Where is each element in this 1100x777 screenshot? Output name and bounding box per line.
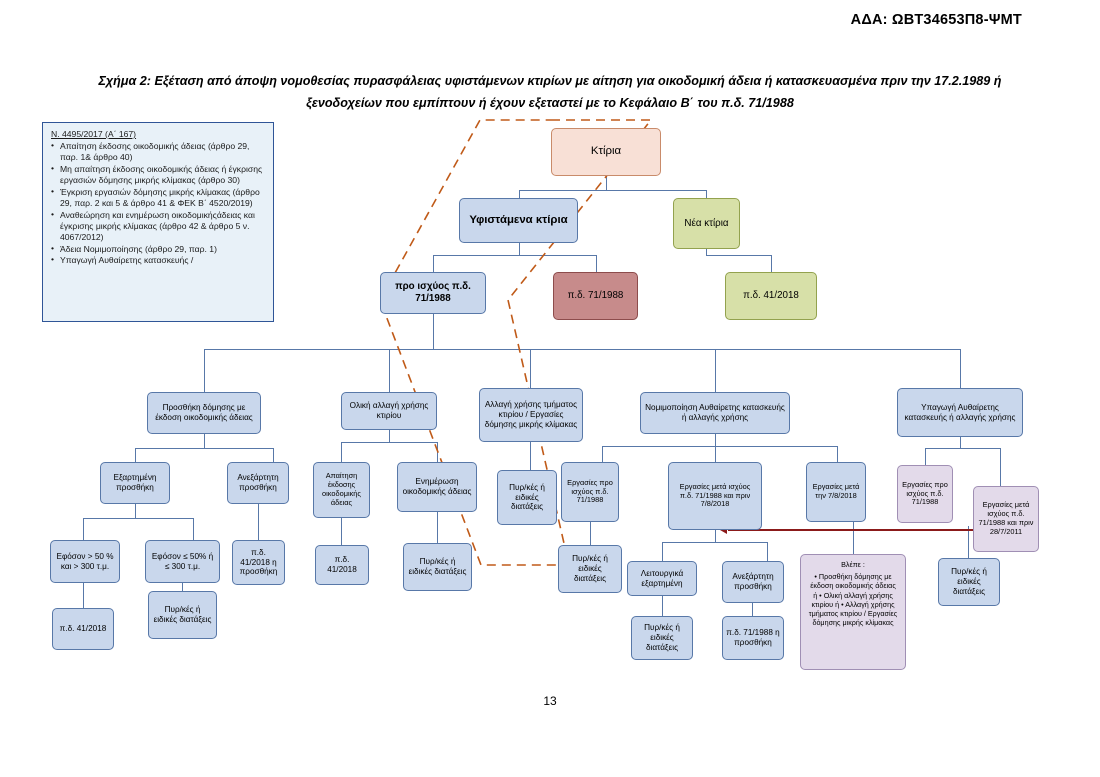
- node-prosthiki-domisis-me-adeia[interactable]: [147, 392, 261, 434]
- node-pd41-2018-oliki[interactable]: [315, 545, 369, 585]
- connector: [715, 530, 716, 542]
- node-label: Πυρ/κές ή ειδικές διατάξεις: [572, 554, 608, 583]
- connector: [706, 190, 707, 198]
- connector: [602, 446, 837, 447]
- connector: [135, 504, 136, 518]
- connector: [437, 442, 438, 462]
- page-number: 13: [543, 694, 557, 708]
- node-oliki-allagi-xrisis[interactable]: [341, 392, 437, 430]
- legend-item: • Υπαγωγή Αυθαίρετης κατασκευής /: [51, 255, 266, 266]
- node-ergasies-meta-7-8-2018[interactable]: [806, 462, 866, 522]
- node-label: π.δ. 41/2018 η προσθήκη: [239, 547, 278, 577]
- node-ergasies-pro-isxyos[interactable]: [561, 462, 619, 522]
- connector: [925, 448, 926, 465]
- node-pyr-eid-3[interactable]: [558, 545, 622, 593]
- connector: [83, 518, 193, 519]
- connector: [389, 349, 390, 392]
- node-label: Υπαγωγή Αυθαίρετης κατασκευής ή αλλαγής χρήσης: [904, 402, 1016, 422]
- node-eksartimeni-prosthiki[interactable]: [100, 462, 170, 504]
- node-ypagogi-authaireths[interactable]: [897, 388, 1023, 437]
- legend-item: • Μη απαίτηση έκδοσης οικοδομικής άδειας ή έγκρισης εργασιών δόμησης μικρής κλίμακας (άρθρο 30): [51, 164, 266, 187]
- node-label: π.δ. 41/2018: [743, 290, 799, 302]
- node-apaitisi-ekdosis-adeias[interactable]: [313, 462, 370, 518]
- node-label: Ανεξάρτητη προσθήκη: [732, 572, 774, 591]
- node-label: Προσθήκη δόμησης με έκδοση οικοδομικής άδειας: [155, 403, 253, 422]
- connector: [1000, 448, 1001, 486]
- connector: [662, 596, 663, 616]
- connector: [602, 446, 603, 462]
- node-nea-ktiria[interactable]: [673, 198, 740, 249]
- connector: [771, 255, 772, 272]
- node-ergasies-meta-isxyos-prin-2011[interactable]: [973, 486, 1039, 552]
- connector: [273, 448, 274, 462]
- node-label: Πυρ/κές ή ειδικές διατάξεις: [153, 605, 212, 624]
- node-pd41-2018-efoson[interactable]: [52, 608, 114, 650]
- node-label: Εργασίες μετά την 7/8/2018: [812, 482, 860, 500]
- node-pyr-eid-1[interactable]: [497, 470, 557, 525]
- node-pd41-2018-h-prosthiki[interactable]: [232, 540, 285, 585]
- node-efoson-over-50[interactable]: [50, 540, 120, 583]
- node-label: Κτίρια: [590, 145, 622, 158]
- connector: [606, 176, 607, 190]
- legend-box: [42, 122, 274, 322]
- connector: [204, 349, 960, 350]
- node-allagi-xrisis-tmimatos[interactable]: [479, 388, 583, 442]
- node-vlepe[interactable]: [800, 554, 906, 670]
- legend-item: • Αναθεώρηση και ενημέρωση οικοδομικήςάδειας και έγκρισης μικρής κλίμακας (άρθρο 42 & άρθρο 5 ν. 4067/2012): [51, 210, 266, 244]
- connector: [341, 518, 342, 545]
- legend-item: • Απαίτηση έκδοσης οικοδομικής άδειας (άρθρο 29, παρ. 1& άρθρο 40): [51, 141, 266, 164]
- node-label: Εφόσον > 50 % και > 300 τ.μ.: [56, 551, 114, 571]
- connector: [767, 542, 768, 561]
- node-pyr-eid-5[interactable]: [631, 616, 693, 660]
- connector: [433, 255, 434, 272]
- connector: [258, 504, 259, 540]
- connector: [204, 434, 205, 448]
- node-pro-isxyos-pd71[interactable]: [380, 272, 486, 314]
- node-enimerosi-oikodomikis-adeias[interactable]: [397, 462, 477, 512]
- node-label: π.δ. 41/2018: [327, 555, 357, 574]
- node-label: Ολική αλλαγή χρήσης κτιρίου: [349, 401, 429, 420]
- connector: [706, 255, 771, 256]
- node-aneksartiti-prosthiki-2[interactable]: [722, 561, 784, 603]
- node-pyr-eid-2[interactable]: [403, 543, 472, 591]
- connector: [182, 583, 183, 591]
- connector: [715, 349, 716, 392]
- legend-item: • Έγκριση εργασιών δόμησης μικρής κλίμακας (άρθρο 29, παρ. 2 και 5 & άρθρο 41 & ΦΕΚ Β΄ 4520/2019): [51, 187, 266, 210]
- node-label: Πυρ/κές ή ειδικές διατάξεις: [408, 557, 467, 576]
- node-label: Εργασίες μετά ισχύος π.δ. 71/1988 και πριν 28/7/2011: [978, 500, 1034, 536]
- node-label: Απαίτηση έκδοσης οικοδομικής άδειας: [322, 471, 361, 507]
- node-pyr-eid-6[interactable]: [938, 558, 1000, 606]
- node-ergasies-meta-isxyos-prin-2018[interactable]: [668, 462, 762, 530]
- legend-item: • Άδεια Νομιμοποίησης (άρθρο 29, παρ. 1): [51, 244, 266, 255]
- connector: [135, 448, 273, 449]
- connector: [193, 518, 194, 540]
- node-pyr-eid-4[interactable]: [148, 591, 217, 639]
- connector: [837, 446, 838, 462]
- connector: [437, 512, 438, 543]
- node-efoson-le-50[interactable]: [145, 540, 220, 583]
- connector: [925, 448, 1000, 449]
- node-leitourgika-eksartimeni[interactable]: [627, 561, 697, 596]
- node-ktiria[interactable]: [551, 128, 661, 176]
- connector: [519, 190, 706, 191]
- connector: [433, 255, 596, 256]
- node-aneksartiti-prosthiki[interactable]: [227, 462, 289, 504]
- node-pd-71-1988[interactable]: [553, 272, 638, 320]
- connector: [389, 430, 390, 442]
- node-label: Πυρ/κές ή ειδικές διατάξεις: [509, 482, 545, 512]
- node-label: Εργασίες προ ισχύος π.δ. 71/1988: [567, 477, 613, 505]
- node-pd-41-2018[interactable]: [725, 272, 817, 320]
- node-label: Εργασίες προ ισχύος π.δ. 71/1988: [902, 479, 948, 507]
- node-label: Ενημέρωση οικοδομικής άδειας: [402, 477, 472, 496]
- connector: [135, 448, 136, 462]
- page-title: Σχήμα 2: Εξέταση από άποψη νομοθεσίας πυρασφάλειας υφιστάμενων κτιρίων με αίτηση για οικοδομική άδεια ή κατασκευασμένα πριν την 17.2.1989 ή ξενοδοχείων που εμπίπτουν ή έχουν εξεταστεί με το Κεφάλαιο Β΄ του π.δ. 71/1988: [98, 74, 1002, 111]
- node-nomimopoiisi-authaireths[interactable]: [640, 392, 790, 434]
- connector: [596, 255, 597, 272]
- node-label: π.δ. 71/1988: [567, 290, 624, 302]
- connector: [519, 190, 520, 198]
- node-label: π.δ. 71/1988 η προσθήκη: [726, 628, 780, 647]
- connector: [853, 522, 854, 554]
- connector: [519, 243, 520, 255]
- legend-heading: Ν. 4495/2017 (Α΄ 167): [51, 129, 137, 139]
- ada-code: ΑΔΑ: ΩΒΤ34653Π8-ΨΜΤ: [850, 12, 1022, 28]
- connector: [341, 442, 342, 462]
- connector: [204, 349, 205, 392]
- node-label: • Προσθήκη δόμησης με έκδοση οικοδομικής άδειας ή • Ολική αλλαγή χρήσης κτιρίου ή • Αλλαγή χρήσης τμήματος κτιρίου / Εργασίες δόμησης μικρής κλίμακας: [808, 572, 898, 628]
- node-label: Λειτουργικά εξαρτημένη: [640, 568, 684, 588]
- node-label: Εργασίες μετά ισχύος π.δ. 71/1988 και πριν 7/8/2018: [679, 481, 751, 509]
- connector: [83, 518, 84, 540]
- node-label: Ανεξάρτητη προσθήκη: [237, 473, 279, 492]
- node-vlepe-title: Βλέπε :: [841, 560, 865, 569]
- connector: [530, 349, 531, 392]
- node-label: Εξαρτημένη προσθήκη: [113, 473, 157, 492]
- node-label: προ ισχύος π.δ. 71/1988: [395, 281, 471, 304]
- node-label: Αλλαγή χρήσης τμήματος κτιρίου / Εργασίες δόμησης μικρής κλίμακας: [484, 400, 578, 429]
- connector: [715, 446, 716, 462]
- connector: [960, 437, 961, 448]
- node-label: Νέα κτίρια: [684, 217, 729, 229]
- connector: [968, 526, 969, 558]
- connector: [662, 542, 767, 543]
- red-arrow-line: [728, 529, 974, 531]
- connector: [960, 349, 961, 392]
- node-label: π.δ. 41/2018: [59, 624, 107, 634]
- connector: [433, 314, 434, 349]
- node-label: Εφόσον ≤ 50% ή ≤ 300 τ.μ.: [151, 551, 214, 571]
- legend-list: [51, 141, 266, 267]
- node-label: Υφιστάμενα κτίρια: [469, 213, 568, 226]
- node-ergasies-pro-isxyos-pd71[interactable]: [897, 465, 953, 523]
- connector: [83, 583, 84, 608]
- connector: [662, 542, 663, 561]
- connector: [341, 442, 437, 443]
- node-label: Νομιμοποίηση Αυθαίρετης κατασκευής ή αλλαγής χρήσης: [645, 403, 785, 422]
- node-label: Πυρ/κές ή ειδικές διατάξεις: [644, 623, 680, 652]
- node-pd71-1988-h-prosthiki[interactable]: [722, 616, 784, 660]
- node-label: Πυρ/κές ή ειδικές διατάξεις: [951, 567, 987, 596]
- node-yfistamena-ktiria[interactable]: [459, 198, 578, 243]
- connector: [530, 442, 531, 470]
- connector: [590, 522, 591, 545]
- connector: [715, 434, 716, 446]
